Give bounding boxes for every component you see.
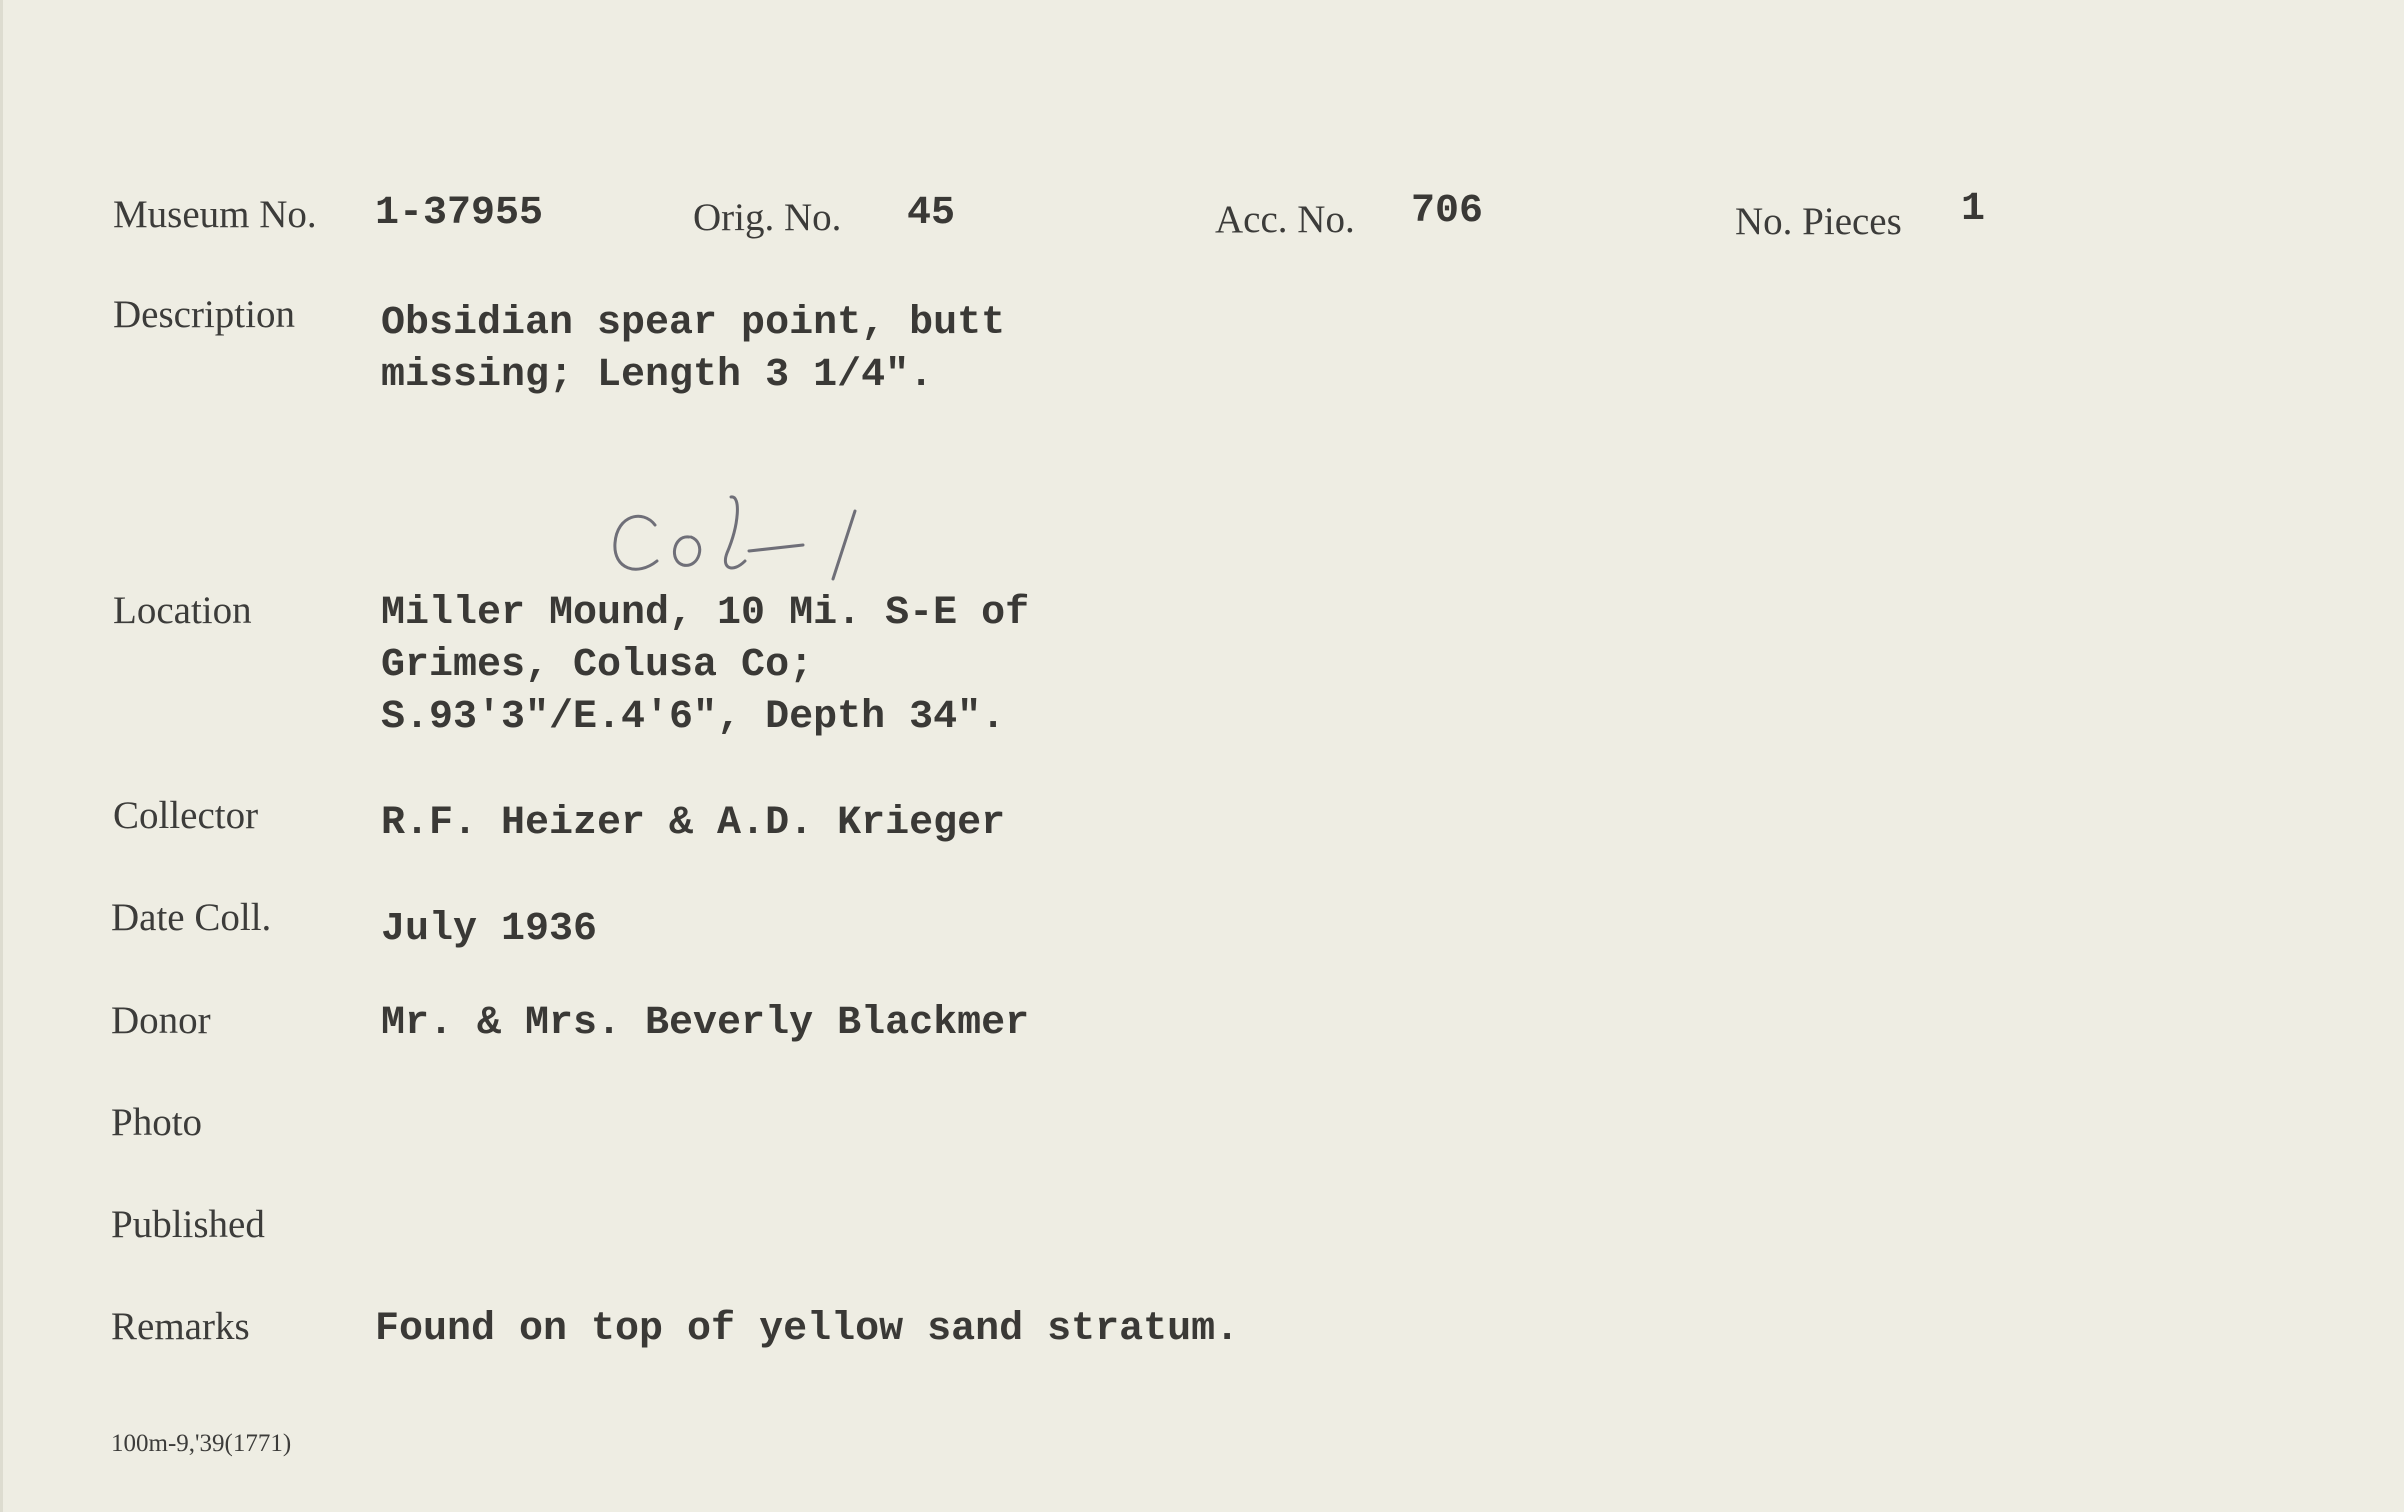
date-coll-value: July 1936 — [381, 907, 598, 952]
description-label: Description — [113, 293, 295, 336]
acc-no-value: 706 — [1411, 189, 1484, 234]
donor-value: Mr. & Mrs. Beverly Blackmer — [381, 1001, 1030, 1046]
description-value — [381, 298, 1005, 402]
description-line-2: missing; Length 3 1/4". — [381, 353, 934, 398]
donor-label: Donor — [111, 999, 211, 1042]
published-label: Published — [111, 1203, 265, 1246]
location-line-1: Miller Mound, 10 Mi. S-E of — [381, 591, 1030, 636]
no-pieces-label: No. Pieces — [1735, 200, 1902, 243]
orig-no-label: Orig. No. — [693, 196, 842, 239]
no-pieces-value: 1 — [1961, 187, 1986, 232]
orig-no-value: 45 — [907, 191, 956, 236]
location-label: Location — [113, 589, 252, 632]
location-line-3: S.93'3"/E.4'6", Depth 34". — [381, 695, 1006, 740]
location-value — [381, 588, 1029, 744]
description-line-1: Obsidian spear point, butt — [381, 301, 1006, 346]
handwritten-note — [603, 475, 883, 605]
photo-label: Photo — [111, 1101, 203, 1144]
collector-label: Collector — [113, 794, 259, 837]
location-line-2: Grimes, Colusa Co; — [381, 643, 814, 688]
museum-no-value: 1-37955 — [375, 191, 544, 236]
museum-no-label: Museum No. — [113, 193, 317, 236]
acc-no-label: Acc. No. — [1215, 198, 1355, 241]
collector-value: R.F. Heizer & A.D. Krieger — [381, 801, 1006, 846]
remarks-label: Remarks — [111, 1305, 250, 1348]
print-code: 100m-9,'39(1771) — [111, 1430, 292, 1457]
remarks-value: Found on top of yellow sand stratum. — [375, 1307, 1240, 1352]
date-coll-label: Date Coll. — [111, 896, 272, 939]
